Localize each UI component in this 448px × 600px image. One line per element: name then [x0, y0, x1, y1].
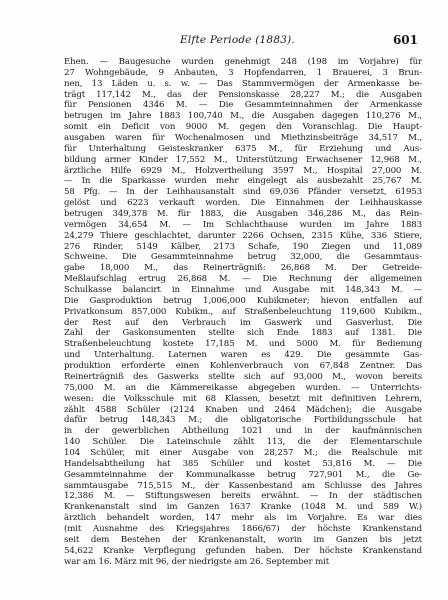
text-line: 75,000 M. an die Kämmereikasse abgegeben wurden. — Unterrichts-	[64, 382, 422, 393]
text-line: — In die Sparkasse wurden mehr eingelegt als ausbezahlt 25,767 M.	[64, 176, 422, 187]
text-line: Zahl der Gaskonsumenten stellte sich Ende 1883 auf 1381. Die	[64, 328, 422, 339]
text-line: 140 Schüler. Die Lateinschule zählt 113, die der Elementarschule	[64, 437, 422, 448]
text-line: 27 Wohngebäude, 9 Anbauten, 3 Hopfendarren, 1 Brauerei, 3 Brun-	[64, 67, 422, 78]
text-line: nen, 13 Läden u. s. w. — Das Stammvermögen der Armenkasse be-	[64, 78, 422, 89]
text-line: der Rest auf den Verbrauch im Gaswerk und Gasverlust. Die	[64, 317, 422, 328]
text-line: 24,279 Thiere geschlachtet, darunter 2266 Ochsen, 2315 Kühe, 336 Stiere,	[64, 230, 422, 241]
body-text	[64, 57, 422, 567]
text-line: trägt 117,142 M., das der Pensionskasse 28,227 M.; die Ausgaben	[64, 89, 422, 100]
text-line: für Unterhaltung Geisteskranker 6375 M., für Erziehung und Aus-	[64, 143, 422, 154]
text-line: Straßenbeleuchtung kostete 17,185 M. und 5000 M. für Bedienung	[64, 339, 422, 350]
text-line: Handelsabtheilung hat 385 Schüler und kostet 53,816 M. — Die	[64, 458, 422, 469]
text-line: Schweine. Die Gesammteinnahme betrug 32,000, die Gesammtaus-	[64, 252, 422, 263]
text-line: seit dem Bestehen der Krankenanstalt, worin im Ganzen bis jetzt	[64, 534, 422, 545]
text-line: Krankenanstalt sind im Ganzen 1637 Kranke (1048 M. und 589 W.)	[64, 502, 422, 513]
text-line: ärztliche Hilfe 6929 M., Holzvertheilung 3597 M., Hospital 27,000 M.	[64, 165, 422, 176]
text-line: Privatkonsum 857,000 Kubikm., auf Straßenbeleuchtung 119,600 Kubikm.,	[64, 306, 422, 317]
page-number: 601	[392, 33, 418, 47]
text-line: in der gewerblichen Abtheilung 1021 und in der kaufmännischen	[64, 426, 422, 437]
text-line: 104 Schüler, mit einer Ausgabe von 28,257 M.; die Realschule mit	[64, 447, 422, 458]
text-line: (mit Ausnahme des Kriegsjahres 1866/67) der höchste Krankenstand	[64, 523, 422, 534]
text-line: Reinerträgniß des Gaswerks stellte sich auf 93,000 M., wovon bereits	[64, 371, 422, 382]
text-line: Ehen. — Baugesuche wurden genehmigt 248 (198 im Vorjahre) für	[64, 57, 422, 67]
text-line: wesen: die Volksschule mit 68 Klassen, besetzt mit definitiven Lehrern,	[64, 393, 422, 404]
text-line: somit ein Deficit von 9000 M. gegen den Voranschlag. Die Haupt-	[64, 122, 422, 133]
text-line: Schulkasse balancirt in Einnahme und Ausgabe mit 148,343 M. —	[64, 285, 422, 296]
text-line: betrugen im Jahre 1883 100,740 M., die Ausgaben dagegen 110,276 M.,	[64, 111, 422, 122]
text-line: gabe 18,000 M., das Reinerträgniß: 26,868 M. Der Getreide-	[64, 263, 422, 274]
text-line: ausgaben waren für Wochenalmosen und Miethzinsbeiträge 34,517 M.,	[64, 133, 422, 144]
running-title: Elfte Periode (1883).	[180, 34, 295, 46]
text-line: sammtausgabe 715,515 M., der Kassenbestand am Schlusse des Jahres	[64, 480, 422, 491]
text-line: produktion erforderte einen Kohlenverbrauch von 67,848 Zentner. Das	[64, 361, 422, 372]
text-line: vermögen 34,654 M. — Im Schlachthause wurden im Jahre 1883	[64, 219, 422, 230]
text-line: 58 Pfg. — In der Leihhausanstalt sind 69,036 Pfänder versetzt, 61953	[64, 187, 422, 198]
text-line: Meßlaufschlag ertrug 26,868 M. — Die Rechnung der allgemeinen	[64, 274, 422, 285]
text-line: war am 16. März mit 96, der niedrigste am 26. September mit	[64, 556, 330, 567]
text-line: Gesammteinnahme der Kommunalkasse betrug 727,901 M., die Ge-	[64, 469, 422, 480]
text-line: bildung armer Kinder 17,552 M., Unterstützung Erwachsener 12,968 M.,	[64, 154, 422, 165]
text-line: zählt 4588 Schüler (2124 Knaben und 2464 Mädchen); die Ausgabe	[64, 404, 422, 415]
text-line: 54,622 Kranke Verpflegung gefunden haben. Der höchste Krankenstand	[64, 545, 422, 556]
text-line: ärztlich behandelt worden, 147 mehr als im Vorjahre. Es war dies	[64, 513, 422, 524]
text-line: für Pensionen 4346 M. — Die Gesammteinnahmen der Armenkasse	[64, 100, 422, 111]
text-line: dafür betrug 148,343 M.; die obligatorische Fortbildungsschule hat	[64, 415, 422, 426]
text-line: 12,386 M. — Stiftungswesen bereits erwähnt. — In der städtischen	[64, 491, 422, 502]
page-header	[64, 34, 418, 50]
text-line: betrugen 349,378 M. für 1883, die Ausgaben 346,286 M., das Rein-	[64, 209, 422, 220]
text-line: gelöst und 6223 verkauft worden. Die Einnahmen der Leihhauskasse	[64, 198, 422, 209]
text-line: 276 Rinder, 5149 Kälber, 2173 Schafe, 190 Ziegen und 11,089	[64, 241, 422, 252]
text-line: und Unterhaltung. Laternen waren es 429. Die gesammte Gas-	[64, 350, 422, 361]
text-line: Die Gasproduktion betrug 1,006,000 Kubikmeter; hievon entfallen auf	[64, 295, 422, 306]
